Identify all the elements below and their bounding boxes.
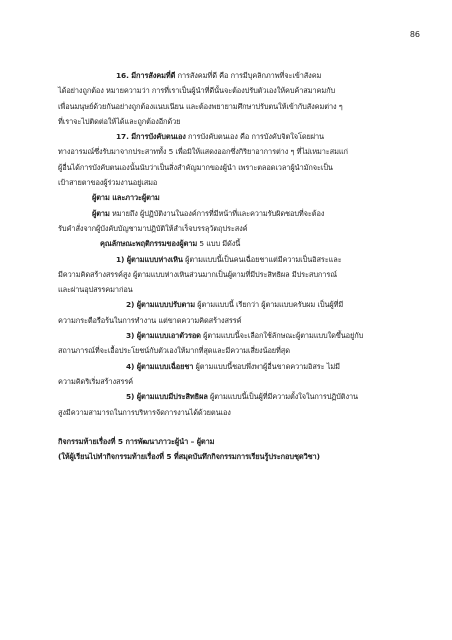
line-text: ผู้อื่นได้การบังคับตนเองนั้นนับว่าเป็นสิ่งสำคัญมากของผู้นำ เพราะตลอดเวลาผู้นำมักจะเป็น <box>58 162 333 172</box>
item-heading: 17. มีการบังคับตนเอง <box>116 132 186 142</box>
line-text: เป้าสายตาของผู้ร่วมงานอยู่เสมอ <box>58 178 158 188</box>
line-text: ผู้ตามแบบนี้เป็นคนเฉื่อยชาแต่มีความเป็นอิสระและ <box>182 254 342 264</box>
paragraph-line <box>58 206 398 221</box>
line-text: ผู้ตามแบบนี้เป็นผู้ที่มีความตั้งใจในการปฏิบัติงาน <box>207 392 358 402</box>
line-text: ผู้ตามแบบนี้ชอบพึ่งพาผู้อื่นขาดความอิสระ ไม่มี <box>193 361 340 371</box>
paragraph-line <box>58 175 398 190</box>
line-text: หมายถึง ผู้ปฏิบัติงานในองค์การที่มีหน้าที่และความรับผิดชอบที่จะต้อง <box>109 208 325 218</box>
line-text: และผ่านอุปสรรคมาก่อน <box>58 285 133 295</box>
list-item <box>58 328 398 343</box>
line-text: ผู้ตามแบบนี้ เรียกว่า ผู้ตามแบบครับผม เป็นผู้ที่มี <box>194 300 344 310</box>
spacer <box>58 420 398 434</box>
list-item-heading: 3) ผู้ตามแบบเอาตัวรอด <box>126 331 201 341</box>
page-number: 86 <box>409 30 420 39</box>
paragraph-line <box>58 83 398 98</box>
paragraph-line <box>58 114 398 129</box>
list-item <box>58 297 398 312</box>
activity-heading <box>58 434 398 449</box>
line-text: ได้อย่างถูกต้อง หมายความว่า การที่เราเป็นผู้นำที่ดีนั้นจะต้องปรับตัวเองให้คบค้าสมาคมกับ <box>58 86 336 96</box>
list-item <box>58 359 398 374</box>
line-text: รับคำสั่งจากผู้บังคับบัญชามาปฏิบัติให้สำเร็จบรรลุวัตถุประสงค์ <box>58 223 248 233</box>
list-item-heading: 1) ผู้ตามแบบห่างเหิน <box>116 254 183 264</box>
section-heading-text: ผู้ตาม และภาวะผู้ตาม <box>92 193 160 203</box>
paragraph-line <box>58 221 398 236</box>
paragraph-line <box>58 68 398 83</box>
line-text: สูงมีความสามารถในการบริหารจัดการงานได้ด้วยตนเอง <box>58 407 231 417</box>
line-text: การบังคับตนเอง คือ การบังคับจิตใจโดยผ่าน <box>185 132 325 142</box>
paragraph-line <box>58 236 398 251</box>
paragraph-line <box>58 313 398 328</box>
list-item-heading: 4) ผู้ตามแบบเฉื่อยชา <box>126 361 194 371</box>
line-text: สถานการณ์ที่จะเอื้อประโยชน์กับตัวเองให้มากที่สุดและมีความเสี่ยงน้อยที่สุด <box>58 346 290 356</box>
list-item-heading: 2) ผู้ตามแบบปรับตาม <box>126 300 195 310</box>
paragraph-line <box>58 267 398 282</box>
line-text: 5 แบบ มีดังนี้ <box>197 239 241 249</box>
subheading: คุณลักษณะพฤติกรรมของผู้ตาม <box>100 239 198 249</box>
list-item-heading: 5) ผู้ตามแบบมีประสิทธิผล <box>126 392 208 402</box>
paragraph-line <box>58 129 398 144</box>
list-item <box>58 252 398 267</box>
term-heading: ผู้ตาม <box>92 208 110 218</box>
line-text: ทางอารมณ์ซึ่งรับมาจากประสาททั้ง 5 เพื่อมิให้แสดงออกซึ่งกิริยาอาการต่าง ๆ ที่ไม่เหมาะสมแก่ <box>58 147 348 157</box>
paragraph-line <box>58 374 398 389</box>
paragraph-line <box>58 405 398 420</box>
paragraph-line <box>58 160 398 175</box>
paragraph-line <box>58 144 398 159</box>
line-text: ความคิดริเริ่มสร้างสรรค์ <box>58 376 134 386</box>
paragraph-line <box>58 343 398 358</box>
page-body <box>58 68 398 464</box>
section-heading <box>58 190 398 205</box>
line-text: เพื่อนมนุษย์ด้วยกันอย่างถูกต้องแนบเนียน และต้องพยายามศึกษาปรับตนให้เข้ากับสังคมต่าง ๆ <box>58 101 343 111</box>
paragraph-line <box>58 99 398 114</box>
line-text: การสังคมที่ดี คือ การมีบุคลิกภาพที่จะเข้าสังคม <box>175 71 322 80</box>
activity-instruction <box>58 449 398 464</box>
activity-instruction-text: (ให้ผู้เรียนไปทำกิจกรรมท้ายเรื่องที่ 5 ที่สมุดบันทึกกิจกรรมการเรียนรู้ประกอบชุดวิชา) <box>58 452 320 462</box>
line-text: ผู้ตามแบบนี้จะเลือกใช้ลักษณะผู้ตามแบบใดขึ้นอยู่กับ <box>200 331 364 341</box>
line-text: ที่เราจะไปติดต่อให้ได้และถูกต้องอีกด้วย <box>58 116 181 126</box>
line-text: ความกระตือรือร้นในการทำงาน แต่ขาดความคิดสร้างสรรค์ <box>58 315 242 325</box>
paragraph-line <box>58 282 398 297</box>
activity-title: กิจกรรมท้ายเรื่องที่ 5 การพัฒนาภาวะผู้นำ – ผู้ตาม <box>58 436 215 446</box>
item-heading: 16. มีการสังคมที่ดี <box>116 71 176 80</box>
line-text: มีความคิดสร้างสรรค์สูง ผู้ตามแบบห่างเหินส่วนมากเป็นผู้ตามที่มีประสิทธิผล มีประสบการณ์ <box>58 269 337 279</box>
list-item <box>58 389 398 404</box>
